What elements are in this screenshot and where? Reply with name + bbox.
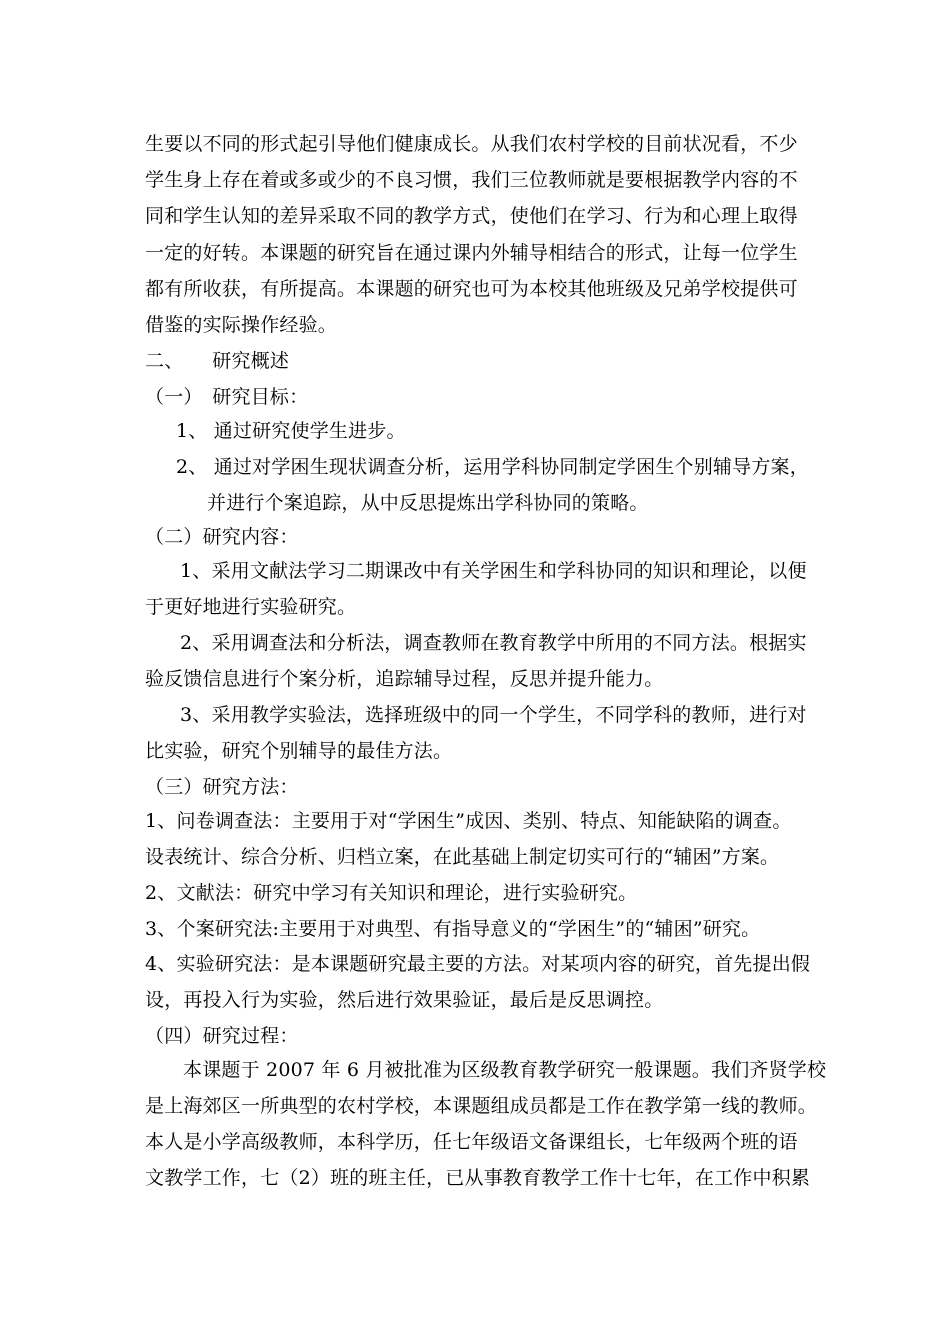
subsection-heading: （四）研究过程：	[145, 1025, 299, 1047]
list-item-continuation: 验反馈信息进行个案分析，追踪辅导过程，反思并提升能力。	[145, 668, 664, 690]
paragraph-line: 一定的好转。本课题的研究旨在通过课内外辅导相结合的形式，让每一位学生	[145, 242, 798, 264]
list-item: 2、文献法：研究中学习有关知识和理论，进行实验研究。	[145, 882, 638, 904]
list-item: 2、采用调查法和分析法，调查教师在教育教学中所用的不同方法。根据实	[180, 632, 807, 654]
list-item: 3、个案研究法:主要用于对典型、有指导意义的“学困生”的“辅困”研究。	[145, 918, 761, 940]
list-item-continuation: 比实验，研究个别辅导的最佳方法。	[145, 740, 453, 762]
subsection-heading: （一） 研究目标：	[145, 386, 309, 408]
paragraph-line: 生要以不同的形式起引导他们健康成长。从我们农村学校的目前状况看，不少	[145, 133, 798, 155]
subsection-heading: （三）研究方法：	[145, 776, 299, 798]
paragraph-line: 本人是小学高级教师，本科学历，任七年级语文备课组长，七年级两个班的语	[145, 1131, 798, 1153]
list-item: 4、实验研究法：是本课题研究最主要的方法。对某项内容的研究，首先提出假	[145, 953, 811, 975]
list-item-continuation: 并进行个案追踪，从中反思提炼出学科协同的策略。	[207, 492, 649, 514]
paragraph-line: 文教学工作，七（2）班的班主任，已从事教育教学工作十七年，在工作中积累	[145, 1167, 811, 1189]
list-item-continuation: 设表统计、综合分析、归档立案，在此基础上制定切实可行的“辅困”方案。	[145, 846, 780, 868]
list-item: 2、 通过对学困生现状调查分析，运用学科协同制定学困生个别辅导方案，	[176, 456, 809, 478]
paragraph-line: 都有所收获，有所提高。本课题的研究也可为本校其他班级及兄弟学校提供可	[145, 278, 798, 300]
list-item: 1、 通过研究使学生进步。	[176, 420, 406, 442]
subsection-heading: （二）研究内容：	[145, 526, 299, 548]
paragraph-line: 学生身上存在着或多或少的不良习惯，我们三位教师就是要根据教学内容的不	[145, 169, 798, 191]
list-item: 1、采用文献法学习二期课改中有关学困生和学科协同的知识和理论，以便	[180, 560, 807, 582]
paragraph-line: 同和学生认知的差异采取不同的教学方式，使他们在学习、行为和心理上取得	[145, 205, 798, 227]
paragraph-line: 本课题于 2007 年 6 月被批准为区级教育教学研究一般课题。我们齐贤学校	[183, 1059, 827, 1081]
section-heading: 二、 研究概述	[145, 350, 290, 372]
paragraph-line: 借鉴的实际操作经验。	[145, 314, 338, 336]
paragraph-line: 是上海郊区一所典型的农村学校，本课题组成员都是工作在教学第一线的教师。	[145, 1095, 818, 1117]
list-item-continuation: 设，再投入行为实验，然后进行效果验证，最后是反思调控。	[145, 989, 664, 1011]
list-item: 3、采用教学实验法，选择班级中的同一个学生，不同学科的教师，进行对	[180, 704, 807, 726]
list-item-continuation: 于更好地进行实验研究。	[145, 596, 357, 618]
list-item: 1、问卷调查法：主要用于对“学困生”成因、类别、特点、知能缺陷的调查。	[145, 810, 792, 832]
